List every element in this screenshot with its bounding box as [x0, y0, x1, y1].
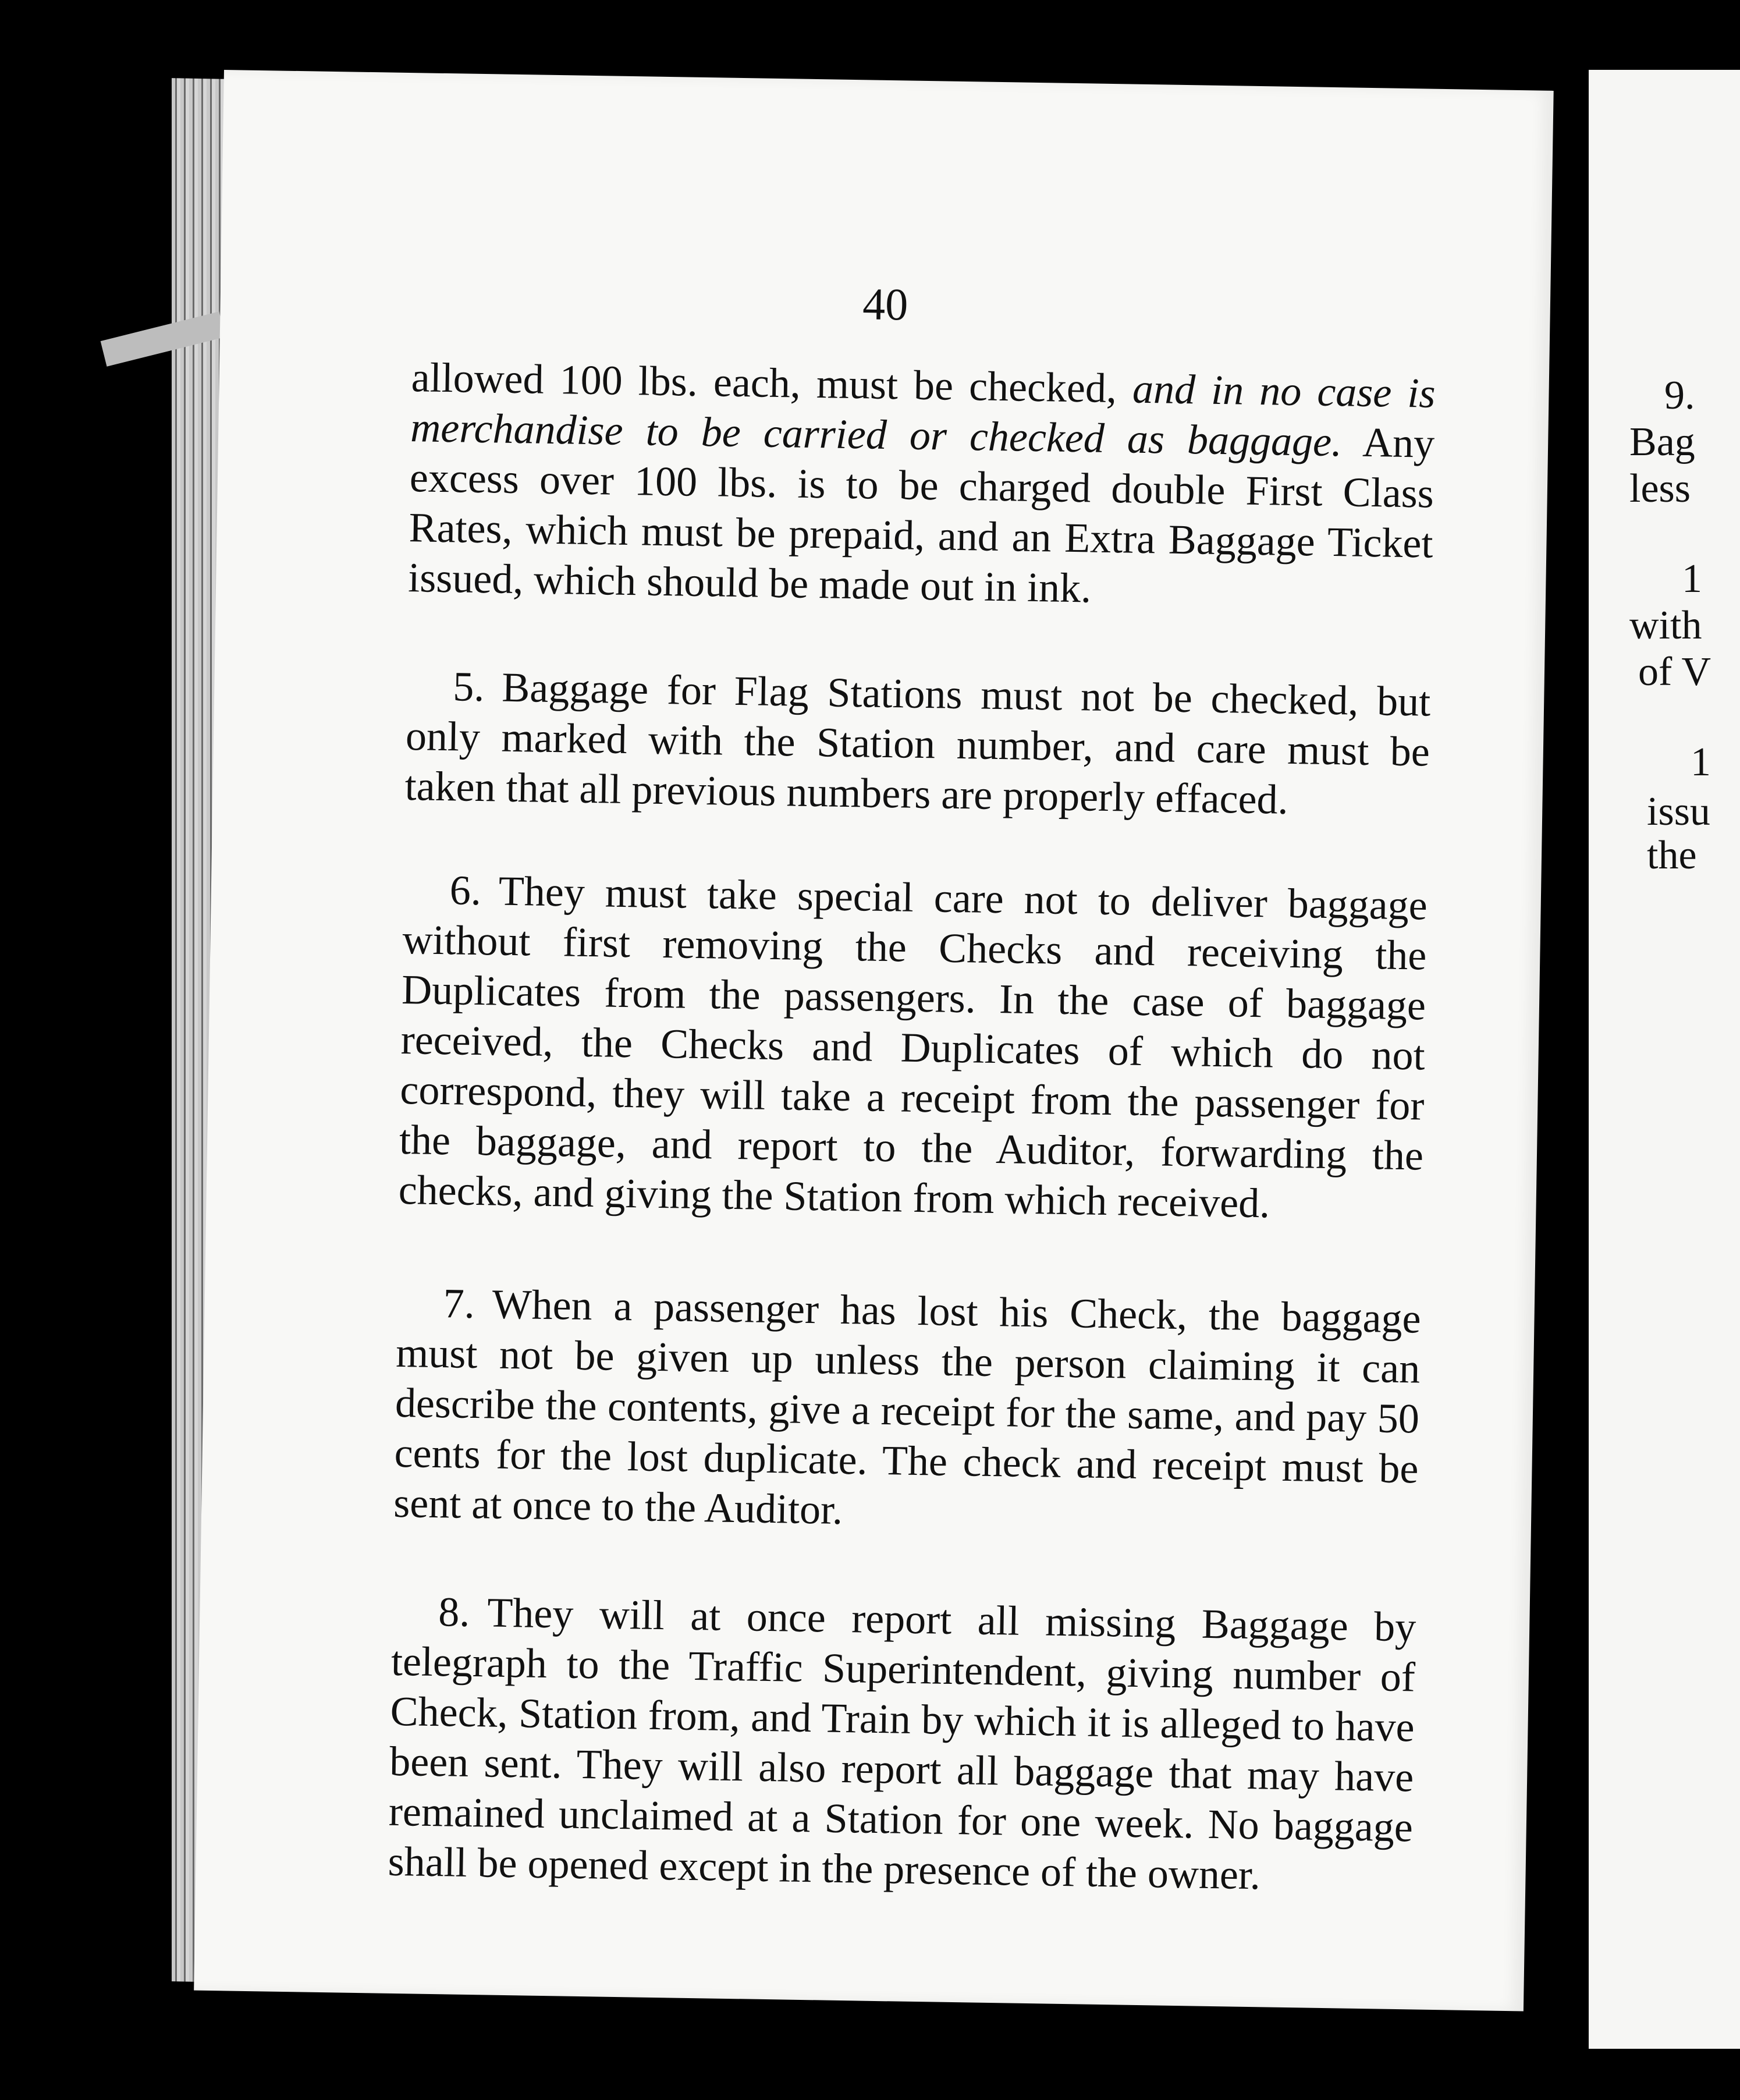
- paragraph-number: 7.: [443, 1280, 475, 1328]
- paragraph-text: They must take special care not to deliver baggage without first removing the Checks and receiving the Duplicates from the passengers. In the case of baggage received, the Checks and Duplicates of which do not correspond, they will take a receipt from the passenger for the baggage, and report to the Auditor, forwarding the checks, and giving the Station from which received.: [398, 867, 1428, 1227]
- facing-page-fragment: less: [1629, 466, 1691, 511]
- paragraph-text: allowed 100 lbs. each, must be checked,: [411, 354, 1133, 412]
- paragraph-text: Baggage for Flag Stations must not be checked, but only marked with the Station number, and care must be taken that all previous numbers are properly effaced.: [404, 664, 1431, 823]
- facing-page-fragment: 1: [1682, 556, 1702, 601]
- paragraph-italic-text: and in no case is merchandise to be carried or checked as baggage.: [410, 365, 1436, 466]
- paragraph-continued: [408, 352, 1436, 619]
- book-page-40: [194, 70, 1554, 2011]
- paragraph-text-tail: Any excess over 100 lbs. is to be charged double First Class Rates, which must be prepaid, and an Extra Baggage Ticket issued, which should be made out in ink.: [407, 418, 1435, 612]
- paragraph-text: When a passenger has lost his Check, the baggage must not be given up unless the person claiming it can describe the contents, give a receipt for the same, and pay 50 cents for the lost duplicate. The check and receipt must be sent at once to the Auditor.: [393, 1280, 1422, 1533]
- facing-page-fragment: Bag: [1629, 420, 1695, 464]
- paragraph-8: [388, 1586, 1416, 1903]
- page-number: 40: [862, 278, 908, 330]
- facing-page-fragment: with: [1629, 603, 1702, 648]
- facing-page-fragment: issu: [1647, 789, 1710, 834]
- facing-page-fragment: 9.: [1664, 373, 1695, 418]
- facing-page-fragment: the: [1647, 833, 1697, 878]
- facing-page-edge: [1583, 70, 1740, 2049]
- paragraph-number: 8.: [438, 1588, 471, 1636]
- facing-page-fragment: 1: [1691, 740, 1711, 785]
- facing-page-fragment: of V: [1638, 650, 1711, 694]
- paragraph-7: [393, 1278, 1422, 1544]
- paragraph-5: [404, 661, 1431, 827]
- paragraph-number: 6.: [449, 867, 482, 914]
- paragraph-number: 5.: [452, 663, 485, 711]
- paragraph-text: They will at once report all missing Baggage by telegraph to the Traffic Superintendent, giving number of Check, Station from, and Train by which it is alleged to have been sent. They will also report all baggage that may have remained unclaimed at a Station for one week. No baggage shall be opened except in the presence of the owner.: [388, 1589, 1416, 1899]
- paragraph-6: [398, 864, 1427, 1231]
